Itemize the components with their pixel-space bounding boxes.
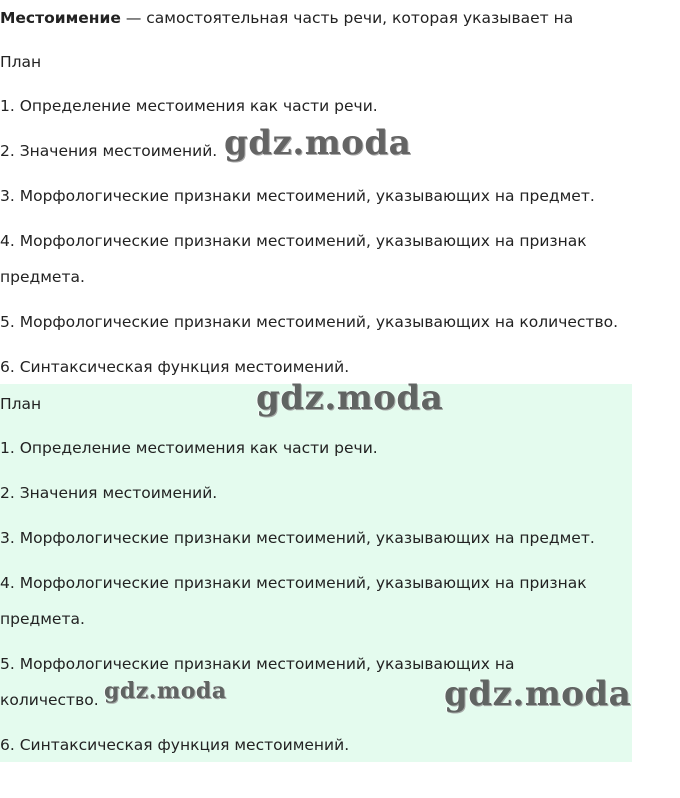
watermark-logo: gdz.moda: [444, 674, 632, 714]
question-plan-item: 5. Морфологические признаки местоимений, указывающих на количество.: [0, 313, 618, 331]
watermark-logo: gdz.moda: [224, 123, 412, 163]
question-plan-item: 3. Морфологические признаки местоимений, указывающих на предмет.: [0, 187, 595, 205]
definition-text: — самостоятельная часть речи, которая указывает на: [120, 9, 574, 27]
answer-plan-item: 4. Морфологические признаки местоимений, указывающих на признак: [0, 574, 587, 592]
watermark-logo: gdz.moda: [104, 678, 227, 704]
answer-plan-item: 6. Синтаксическая функция местоимений.: [0, 736, 350, 754]
answer-plan-item: количество.: [0, 691, 99, 709]
question-plan-item: 6. Синтаксическая функция местоимений.: [0, 358, 350, 376]
question-plan-item: 4. Морфологические признаки местоимений, указывающих на признак: [0, 232, 587, 250]
question-plan-item: предмета.: [0, 268, 85, 286]
answer-plan-heading: План: [0, 395, 42, 413]
question-plan-item: 2. Значения местоимений.: [0, 142, 218, 160]
watermark-logo: gdz.moda: [256, 378, 444, 418]
answer-plan-item: 2. Значения местоимений.: [0, 484, 218, 502]
question-plan-heading: План: [0, 53, 42, 71]
definition-line: [0, 8, 573, 28]
answer-plan-item: 1. Определение местоимения как части речи.: [0, 439, 378, 457]
answer-plan-item: 5. Морфологические признаки местоимений, указывающих на: [0, 655, 515, 673]
definition-term: Местоимение: [0, 9, 121, 27]
answer-plan-item: 3. Морфологические признаки местоимений, указывающих на предмет.: [0, 529, 595, 547]
question-plan-item: 1. Определение местоимения как части речи.: [0, 97, 378, 115]
answer-plan-item: предмета.: [0, 610, 85, 628]
